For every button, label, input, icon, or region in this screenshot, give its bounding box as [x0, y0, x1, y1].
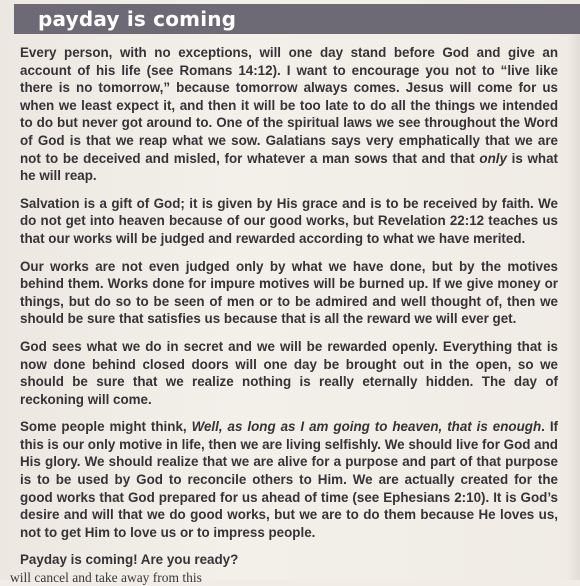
header-bar	[14, 4, 580, 34]
paragraph-1: Every person, with no exceptions, will one day stand before God and give an account of his life (see Romans 14:12). I want to encourage you not to “live like there is no tomorrow,” because tomorrow always comes. Jesus will come for us when we least expect it, and then it will be too late to do all the things we intended to do but never got around to. One of the spiritual laws we see throughout the Word of God is that we reap what we sow. Galatians says very emphatically that we are not to be deceived and misled, for whatever a man sows that and that only is what he will reap.	[20, 45, 558, 184]
page-title: payday is coming	[38, 7, 237, 31]
article-body	[20, 44, 558, 569]
paragraph-2: Salvation is a gift of God; it is given by His grace and is to be received by faith. We do not get into heaven because of our good works, but Revelation 22:12 teaches us that our works will be judged and rewarded according to what we have merited.	[20, 195, 558, 246]
closing-line: Payday is coming! Are you ready?	[20, 552, 239, 568]
emphasis-only: only	[479, 150, 507, 166]
emphasis-thought: Well, as long as I am going to heaven, that is enough	[191, 419, 542, 435]
next-page-text-fragment: will cancel and take away from this	[10, 570, 202, 585]
page-shadow	[566, 34, 580, 580]
paragraph-4: God sees what we do in secret and we will be rewarded openly. Everything that is now done behind closed doors will one day be brought out in the open, so we should be sure that we realize nothing is really eternally hidden. The day of reckoning will come.	[20, 338, 558, 407]
paragraph-5: Some people might think, Well, as long as I am going to heaven, that is enough. If this is our only motive in life, then we are living selfishly. We should live for God and His glory. We should realize that we are alive for a purpose and part of that purpose is to be used by God to reconcile others to Him. We are actually created for the good works that God prepared for us ahead of time (see Ephesians 2:10). It is God’s desire and will that we do good works, but we are to do them because He loves us, not to get Him to love us or to impress people.	[20, 419, 559, 540]
paragraph-3: Our works are not even judged only by what we have done, but by the motives behind them. Works done for impure motives will be burned up. If we give money or things, but do so to be seen of men or to be admired and well thought of, then we should be sure that satisfies us because that is all the reward we will ever get.	[20, 258, 558, 327]
